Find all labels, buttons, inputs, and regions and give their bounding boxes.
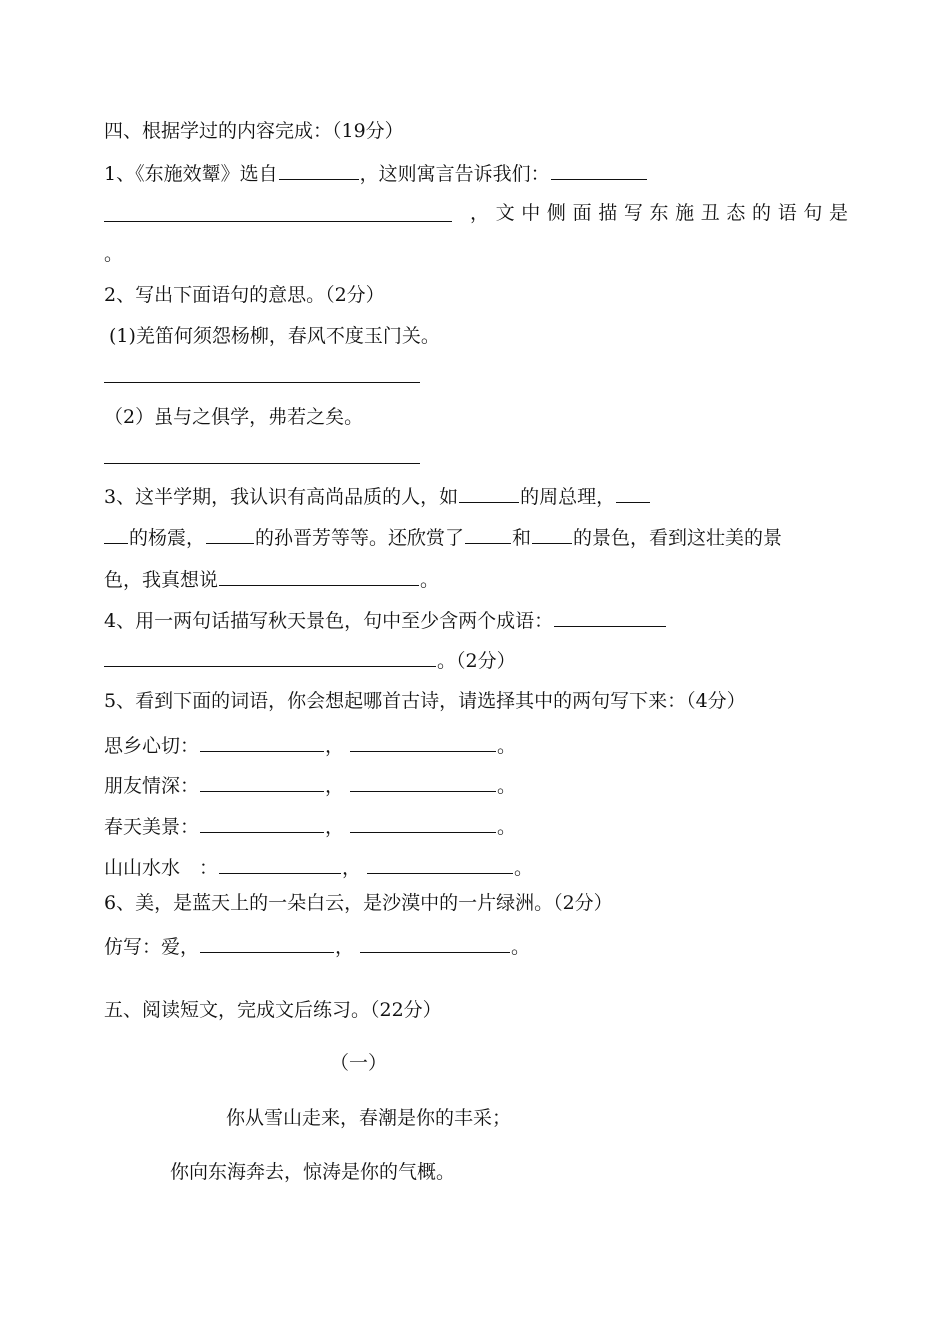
q5-row-blank-1[interactable] xyxy=(200,731,324,752)
q5-row-blank-2[interactable] xyxy=(350,771,496,792)
q3-blank-4[interactable] xyxy=(465,523,511,544)
reading-part-label: （一） xyxy=(330,1052,388,1074)
q4-line-1 xyxy=(104,606,667,632)
q3-text-d: 的孙晋芳等等。还欣赏了 xyxy=(255,527,465,549)
q5-row-blank-1[interactable] xyxy=(200,812,324,833)
q3-text-a: 3、这半学期，我认识有高尚品质的人，如 xyxy=(104,486,459,508)
q2-item-2: （2）虽与之俱学，弗若之矣。 xyxy=(104,406,364,428)
q2-heading: 2、写出下面语句的意思。（2分） xyxy=(104,284,385,306)
q2-answer-2-line[interactable] xyxy=(104,463,420,464)
q2-item-1: (1)羌笛何须怨杨柳，春风不度玉门关。 xyxy=(109,325,440,347)
q6-label: 仿写：爱， xyxy=(104,936,200,958)
q1-text-a: 1、《东施效颦》选自 xyxy=(104,163,278,185)
q5-row-comma: ， xyxy=(325,816,345,838)
poem-line: 你向东海奔去，惊涛是你的气概。 xyxy=(170,1161,456,1183)
q6-line-1: 6、美，是蓝天上的一朵白云，是沙漠中的一片绿洲。（2分） xyxy=(104,892,613,914)
q5-row-label: 春天美景： xyxy=(104,816,200,838)
q3-blank-3[interactable] xyxy=(206,523,254,544)
q5-row-label: 山山水水 ： xyxy=(104,857,219,879)
q3-text-g: 色，我真想说 xyxy=(104,569,219,591)
q4-line-2 xyxy=(104,646,516,672)
q6-comma: ， xyxy=(335,936,355,958)
q5-row-blank-1[interactable] xyxy=(200,771,324,792)
q1-text-b: ，这则寓言告诉我们： xyxy=(359,163,550,185)
q3-text-f: 的景色，看到这壮美的景 xyxy=(573,527,783,549)
q5-row-blank-2[interactable] xyxy=(350,731,496,752)
q5-row xyxy=(104,771,516,797)
q5-heading: 5、看到下面的词语，你会想起哪首古诗，请选择其中的两句写下来：（4分） xyxy=(104,690,746,712)
q5-row-comma: ， xyxy=(325,775,345,797)
q5-row-blank-1[interactable] xyxy=(219,853,341,874)
q6-period: 。 xyxy=(511,936,531,958)
q6-blank-2[interactable] xyxy=(360,932,510,953)
q1-lesson-blank-start[interactable] xyxy=(551,159,647,180)
q4-text-a: 4、用一两句话描写秋天景色，句中至少含两个成语： xyxy=(104,610,554,632)
q3-line-1 xyxy=(104,482,651,508)
q3-blank-5[interactable] xyxy=(532,523,572,544)
q4-blank-start[interactable] xyxy=(554,606,666,627)
q3-blank-2-end[interactable] xyxy=(104,523,128,544)
q1-text-c: ， 文 中 侧 面 描 写 东 施 丑 态 的 语 句 是 xyxy=(470,202,848,224)
q3-text-b: 的周总理， xyxy=(520,486,616,508)
q4-blank-end[interactable] xyxy=(104,646,436,667)
q3-line-2 xyxy=(104,523,782,549)
q5-row-comma: ， xyxy=(342,857,362,879)
q3-blank-6[interactable] xyxy=(219,565,419,586)
q5-row-label: 思乡心切： xyxy=(104,735,200,757)
q1-line-3: 。 xyxy=(104,243,124,265)
q5-row-period: 。 xyxy=(514,857,534,879)
poem-line: 你从雪山走来，春潮是你的丰采； xyxy=(226,1107,512,1129)
q5-row-period: 。 xyxy=(497,775,517,797)
q1-line-1 xyxy=(104,159,648,185)
q5-row-blank-2[interactable] xyxy=(367,853,513,874)
q1-source-blank[interactable] xyxy=(279,159,359,180)
q2-answer-1-line[interactable] xyxy=(104,382,420,383)
q4-text-b: 。（2分） xyxy=(437,650,516,672)
q3-text-h: 。 xyxy=(420,569,440,591)
q5-row-period: 。 xyxy=(497,816,517,838)
section-5-heading: 五、阅读短文，完成文后练习。（22分） xyxy=(104,999,442,1021)
q3-blank-2-start[interactable] xyxy=(616,482,650,503)
q1-line-2-text xyxy=(470,200,848,226)
q3-line-3 xyxy=(104,565,439,591)
q5-row xyxy=(104,853,533,879)
q3-blank-1[interactable] xyxy=(459,482,519,503)
q6-blank-1[interactable] xyxy=(200,932,334,953)
q5-row-comma: ， xyxy=(325,735,345,757)
q6-line-2 xyxy=(104,932,530,958)
q5-row-period: 。 xyxy=(497,735,517,757)
q5-row xyxy=(104,812,516,838)
q3-text-c: 的杨震， xyxy=(129,527,206,549)
section-4-heading: 四、根据学过的内容完成：（19分） xyxy=(104,120,404,142)
q5-row-label: 朋友情深： xyxy=(104,775,200,797)
q1-lesson-blank-line[interactable] xyxy=(104,221,452,222)
q5-row-blank-2[interactable] xyxy=(350,812,496,833)
q5-row xyxy=(104,731,516,757)
q3-text-e: 和 xyxy=(512,527,532,549)
